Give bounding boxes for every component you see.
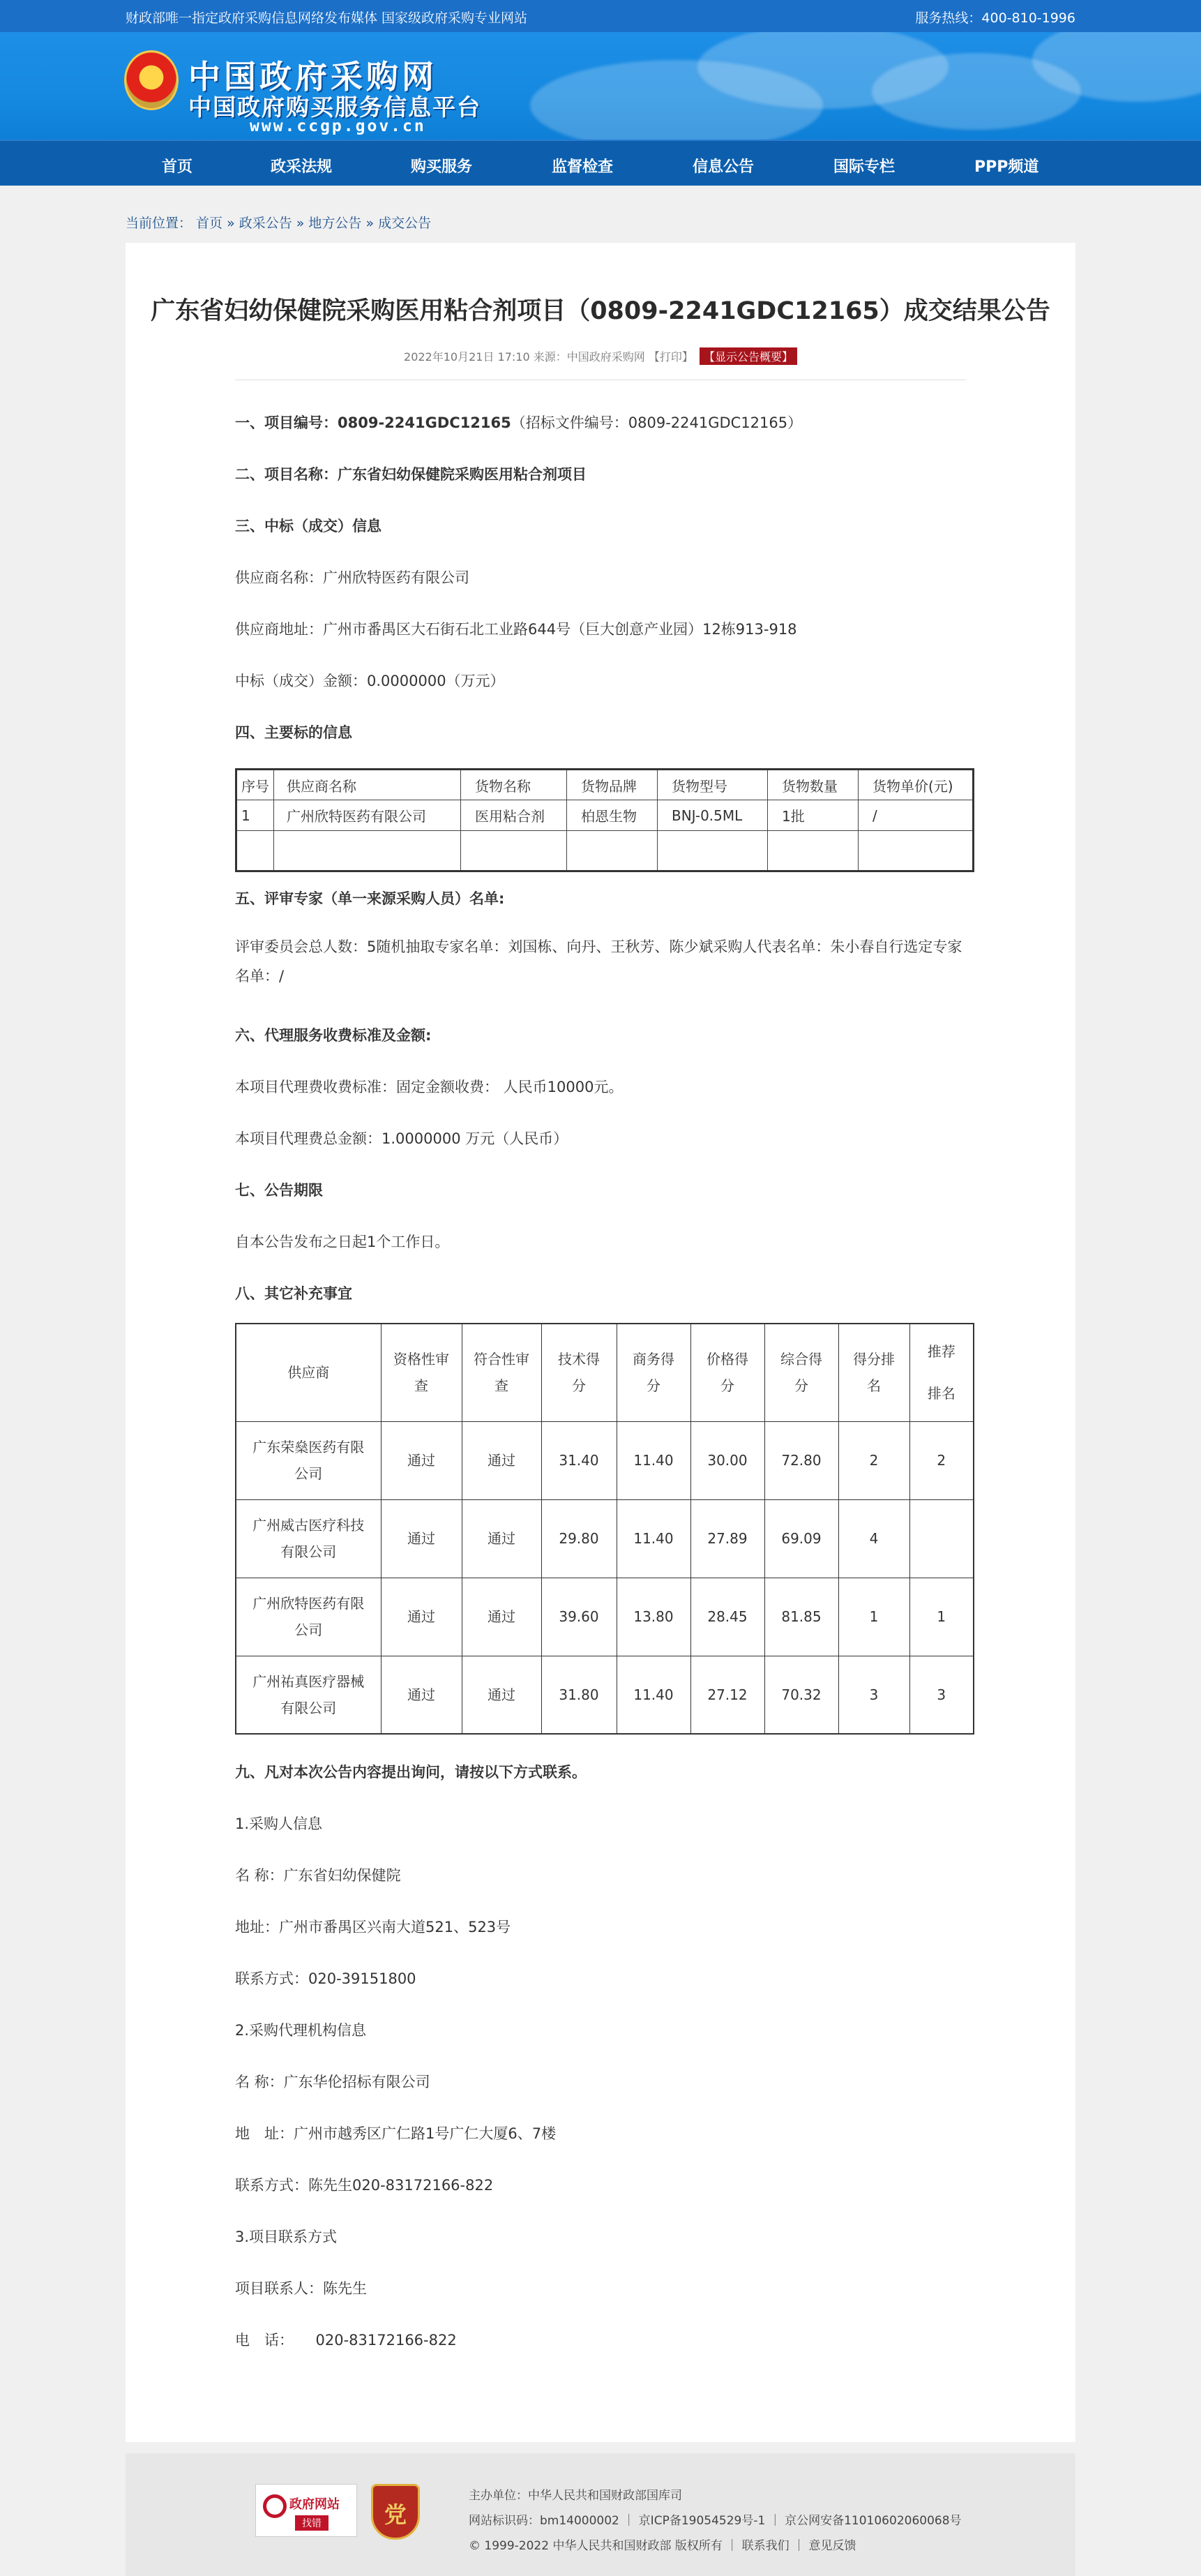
table-row	[236, 1324, 974, 1421]
breadcrumb-local-notices[interactable]: 地方公告	[308, 216, 362, 231]
meta-source: 来源：中国政府采购网	[533, 350, 645, 364]
table-header-cell: 货物品牌	[567, 770, 658, 800]
section-project-number	[235, 412, 802, 433]
table-header-cell: 推荐 排名	[909, 1324, 974, 1421]
table-cell: 1	[236, 800, 274, 831]
agency-info-title: 2.采购代理机构信息	[235, 2022, 367, 2039]
table-header-cell: 价格得分	[690, 1324, 764, 1421]
project-contact-phone: 电 话： 020-83172166-822	[235, 2332, 457, 2349]
table-cell: 72.80	[764, 1421, 838, 1499]
table-cell: 28.45	[690, 1578, 764, 1656]
purchaser-info-title: 1.采购人信息	[235, 1815, 323, 1832]
purchaser-name: 名 称：广东省妇幼保健院	[235, 1867, 401, 1884]
table-header-cell: 综合得分	[764, 1324, 838, 1421]
section-notice-period: 七、公告期限	[235, 1182, 323, 1199]
table-cell: 通过	[462, 1656, 541, 1734]
print-link[interactable]: 【打印】	[648, 350, 693, 364]
table-row	[236, 770, 974, 800]
tender-doc-number: （招标文件编号：0809-2241GDC12165）	[511, 414, 803, 431]
table-cell: 11.40	[617, 1499, 690, 1578]
table-cell: 29.80	[541, 1499, 617, 1578]
table-cell: 通过	[462, 1499, 541, 1578]
breadcrumb-prefix: 当前位置：	[126, 216, 192, 231]
table-cell: 31.40	[541, 1421, 617, 1499]
table-cell: 2	[909, 1421, 974, 1499]
table-cell: 11.40	[617, 1656, 690, 1734]
breadcrumb-separator: »	[296, 216, 305, 231]
table-header-cell: 序号	[236, 770, 274, 800]
supplier-name: 供应商名称：广州欣特医药有限公司	[235, 569, 469, 586]
table-row	[236, 800, 974, 831]
site-logo-subtitle[interactable]: 中国政府购买服务信息平台	[188, 93, 481, 121]
table-cell: 3	[909, 1656, 974, 1734]
table-cell: 27.89	[690, 1499, 764, 1578]
section-experts: 五、评审专家（单一来源采购人员）名单:	[235, 890, 505, 907]
nav-item-international[interactable]: 国际专栏	[833, 158, 896, 176]
table-cell: 通过	[462, 1421, 541, 1499]
table-header-cell: 货物单价(元)	[859, 770, 974, 800]
table-cell: 通过	[381, 1656, 462, 1734]
purchaser-phone: 联系方式：020-39151800	[235, 1970, 416, 1987]
nav-item-regulations[interactable]: 政采法规	[271, 158, 333, 176]
table-cell: 4	[838, 1499, 909, 1578]
table-row	[236, 1578, 974, 1656]
project-contact-person: 项目联系人：陈先生	[235, 2280, 367, 2297]
party-org-badge-icon[interactable]	[371, 2484, 420, 2540]
footer-sponsor: 主办单位：中华人民共和国财政部国库司	[469, 2489, 682, 2503]
site-logo-title[interactable]: 中国政府采购网	[188, 58, 437, 96]
score-table	[235, 1323, 974, 1735]
table-cell: 广州欣特医药有限公司	[274, 800, 461, 831]
breadcrumb-separator: »	[365, 216, 375, 231]
table-cell: 27.12	[690, 1656, 764, 1734]
table-cell	[236, 831, 274, 871]
nav-item-announcements[interactable]: 信息公告	[693, 158, 755, 176]
table-cell: /	[859, 800, 974, 831]
table-cell	[768, 831, 859, 871]
table-cell: 通过	[381, 1499, 462, 1578]
table-cell: 1	[909, 1578, 974, 1656]
table-cell	[859, 831, 974, 871]
table-header-cell: 货物型号	[658, 770, 768, 800]
table-cell	[274, 831, 461, 871]
table-cell: 30.00	[690, 1421, 764, 1499]
table-cell: 1	[838, 1578, 909, 1656]
table-cell: 81.85	[764, 1578, 838, 1656]
table-header-cell: 供应商名称	[274, 770, 461, 800]
project-number-label: 一、项目编号：0809-2241GDC12165	[235, 414, 511, 431]
table-row	[236, 831, 974, 871]
goods-table	[235, 768, 974, 872]
table-cell: 39.60	[541, 1578, 617, 1656]
purchaser-address: 地址：广州市番禺区兴南大道521、523号	[235, 1919, 511, 1935]
section-agency-fee: 六、代理服务收费标准及金额:	[235, 1027, 432, 1044]
main-nav	[0, 140, 1201, 186]
agency-name: 名 称：广东华伦招标有限公司	[235, 2074, 430, 2090]
nav-item-supervision[interactable]: 监督检查	[552, 158, 614, 176]
agency-address: 地 址：广州市越秀区广仁路1号广仁大厦6、7楼	[235, 2125, 557, 2142]
table-cell: 11.40	[617, 1421, 690, 1499]
gov-site-report-error-badge[interactable]	[255, 2484, 357, 2537]
table-cell: 广州祐真医疗器械有限公司	[236, 1656, 381, 1734]
article-card	[126, 243, 1075, 2442]
table-cell: 通过	[381, 1578, 462, 1656]
table-row	[236, 1656, 974, 1734]
meta-date: 2022年10月21日 17:10	[404, 350, 530, 364]
national-emblem-icon[interactable]: ★	[124, 50, 179, 110]
section-main-items: 四、主要标的信息	[235, 724, 352, 741]
table-cell: 13.80	[617, 1578, 690, 1656]
service-hotline: 服务热线：400-810-1996	[915, 10, 1075, 26]
badge-label-top: 政府网站	[289, 2497, 340, 2512]
table-cell: 通过	[462, 1578, 541, 1656]
table-cell: 柏恩生物	[567, 800, 658, 831]
table-cell	[461, 831, 567, 871]
table-header-cell: 符合性审查	[462, 1324, 541, 1421]
site-header	[0, 32, 1201, 140]
badge-label-bottom: 找错	[295, 2515, 328, 2531]
site-footer	[126, 2453, 1075, 2576]
table-header-cell: 资格性审查	[381, 1324, 462, 1421]
table-header-cell: 货物名称	[461, 770, 567, 800]
table-cell: 通过	[381, 1421, 462, 1499]
breadcrumb-deal-notices[interactable]: 成交公告	[378, 216, 432, 231]
footer-registration[interactable]: 网站标识码：bm14000002 ｜ 京ICP备19054529号-1 ｜ 京公网安备11010602060068号	[469, 2514, 962, 2528]
footer-copyright[interactable]: © 1999-2022 中华人民共和国财政部 版权所有 ｜ 联系我们 ｜ 意见反馈	[469, 2539, 856, 2553]
table-cell: 医用粘合剂	[461, 800, 567, 831]
table-cell	[909, 1499, 974, 1578]
table-cell: 31.80	[541, 1656, 617, 1734]
agency-phone: 联系方式：陈先生020-83172166-822	[235, 2177, 494, 2194]
nav-item-purchase-service[interactable]: 购买服务	[411, 158, 473, 176]
breadcrumb	[126, 213, 431, 232]
section-project-name: 二、项目名称：广东省妇幼保健院采购医用粘合剂项目	[235, 466, 587, 483]
table-cell: 2	[838, 1421, 909, 1499]
table-cell: 广州欣特医药有限公司	[236, 1578, 381, 1656]
breadcrumb-separator: »	[227, 216, 235, 231]
breadcrumb-home[interactable]: 首页	[196, 216, 223, 231]
supplier-address: 供应商地址：广州市番禺区大石街石北工业路644号（巨大创意产业园）12栋913-918	[235, 621, 797, 638]
table-cell: 69.09	[764, 1499, 838, 1578]
section-award-info: 三、中标（成交）信息	[235, 518, 382, 534]
table-header-cell: 供应商	[236, 1324, 381, 1421]
breadcrumb-gov-notices[interactable]: 政采公告	[239, 216, 292, 231]
fee-standard: 本项目代理费收费标准：固定金额收费： 人民币10000元。	[235, 1079, 624, 1095]
table-header-cell: 商务得分	[617, 1324, 690, 1421]
table-cell: BNJ-0.5ML	[658, 800, 768, 831]
table-cell: 70.32	[764, 1656, 838, 1734]
section-other-matters: 八、其它补充事宜	[235, 1285, 352, 1302]
site-logo-url[interactable]: www.ccgp.gov.cn	[250, 117, 426, 135]
section-contact: 九、凡对本次公告内容提出询问，请按以下方式联系。	[235, 1764, 587, 1781]
table-row	[236, 1499, 974, 1578]
article-title: 广东省妇幼保健院采购医用粘合剂项目（0809-2241GDC12165）成交结果公告	[151, 297, 1050, 325]
table-cell	[567, 831, 658, 871]
table-header-cell: 货物数量	[768, 770, 859, 800]
nav-item-ppp[interactable]: PPP频道	[974, 158, 1039, 176]
project-contact-title: 3.项目联系方式	[235, 2229, 338, 2245]
magnifier-icon	[263, 2494, 287, 2518]
table-cell: 广州威古医疗科技有限公司	[236, 1499, 381, 1578]
fee-total: 本项目代理费总金额：1.0000000 万元（人民币）	[235, 1130, 568, 1147]
article-meta	[126, 347, 1075, 365]
top-strip-left-text: 财政部唯一指定政府采购信息网络发布媒体 国家级政府采购专业网站	[126, 10, 528, 26]
table-cell	[658, 831, 768, 871]
top-strip	[0, 0, 1201, 32]
table-row	[236, 1421, 974, 1499]
party-badge-glyph: 党	[384, 2501, 407, 2528]
table-cell: 1批	[768, 800, 859, 831]
table-cell: 广东荣燊医药有限公司	[236, 1421, 381, 1499]
nav-item-home[interactable]: 首页	[162, 158, 193, 176]
show-summary-button[interactable]: 【显示公告概要】	[700, 347, 797, 365]
notice-period: 自本公告发布之日起1个工作日。	[235, 1234, 450, 1250]
table-header-cell: 得分排名	[838, 1324, 909, 1421]
table-cell: 3	[838, 1656, 909, 1734]
award-amount: 中标（成交）金额：0.0000000（万元）	[235, 673, 505, 689]
table-header-cell: 技术得分	[541, 1324, 617, 1421]
experts-list: 评审委员会总人数：5随机抽取专家名单：刘国栋、向丹、王秋芳、陈少斌采购人代表名单：朱小春自行选定专家名单：/	[235, 938, 962, 984]
